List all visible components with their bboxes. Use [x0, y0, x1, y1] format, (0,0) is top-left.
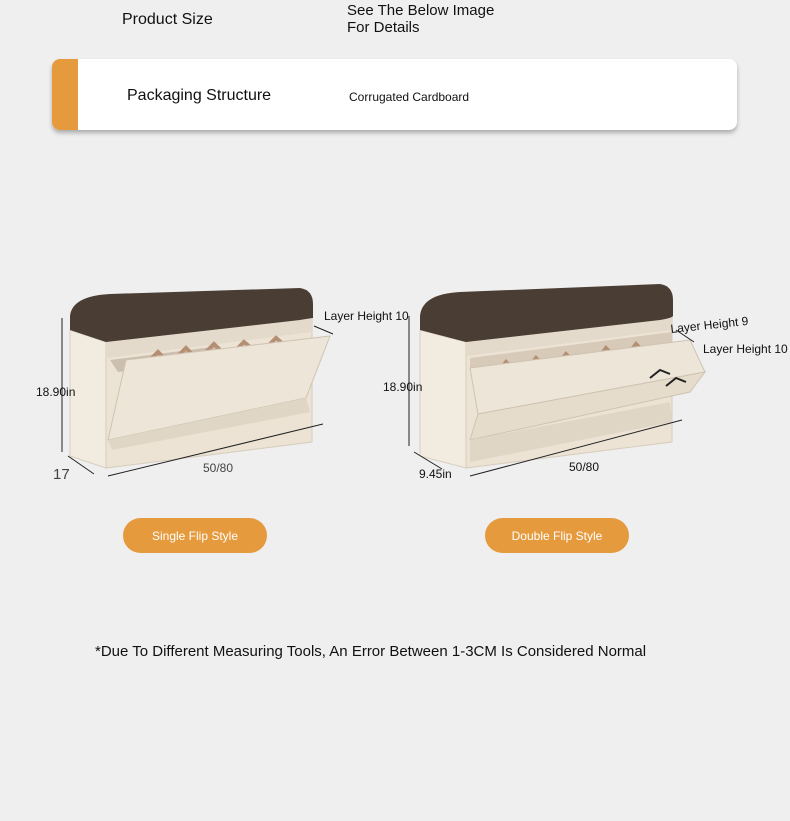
single-layer-height-dimension	[314, 309, 409, 334]
single-height-value: 18.90in	[36, 385, 76, 399]
double-layer-height-10-label: Layer Height 10	[703, 342, 788, 356]
single-height-dimension	[36, 318, 75, 452]
double-flip-cabinet-image	[420, 284, 705, 468]
single-flip-style-button: Single Flip Style	[123, 518, 267, 553]
packaging-structure-value: Corrugated Cardboard	[349, 90, 470, 104]
product-size-value-line-1: See The Below Image	[347, 2, 495, 19]
double-layer-height-9-label: Layer Height 9	[669, 313, 749, 336]
packaging-structure-label: Packaging Structure	[127, 87, 272, 104]
single-layer-height-label: Layer Height 10	[324, 309, 409, 323]
double-height-value: 18.90in	[383, 380, 423, 394]
double-height-dimension	[383, 316, 422, 446]
product-size-value-line-2: For Details	[347, 19, 420, 36]
double-depth-value: 9.45in	[419, 467, 452, 481]
single-flip-cabinet-image	[70, 288, 330, 468]
single-width-value: 50/80	[203, 461, 234, 475]
single-depth-value: 17	[53, 466, 70, 483]
double-flip-style-button: Double Flip Style	[485, 518, 629, 553]
double-width-value: 50/80	[569, 460, 600, 474]
product-size-label: Product Size	[122, 11, 213, 28]
measurement-error-note: *Due To Different Measuring Tools, An Error Between 1-3CM Is Considered Normal	[95, 643, 647, 660]
